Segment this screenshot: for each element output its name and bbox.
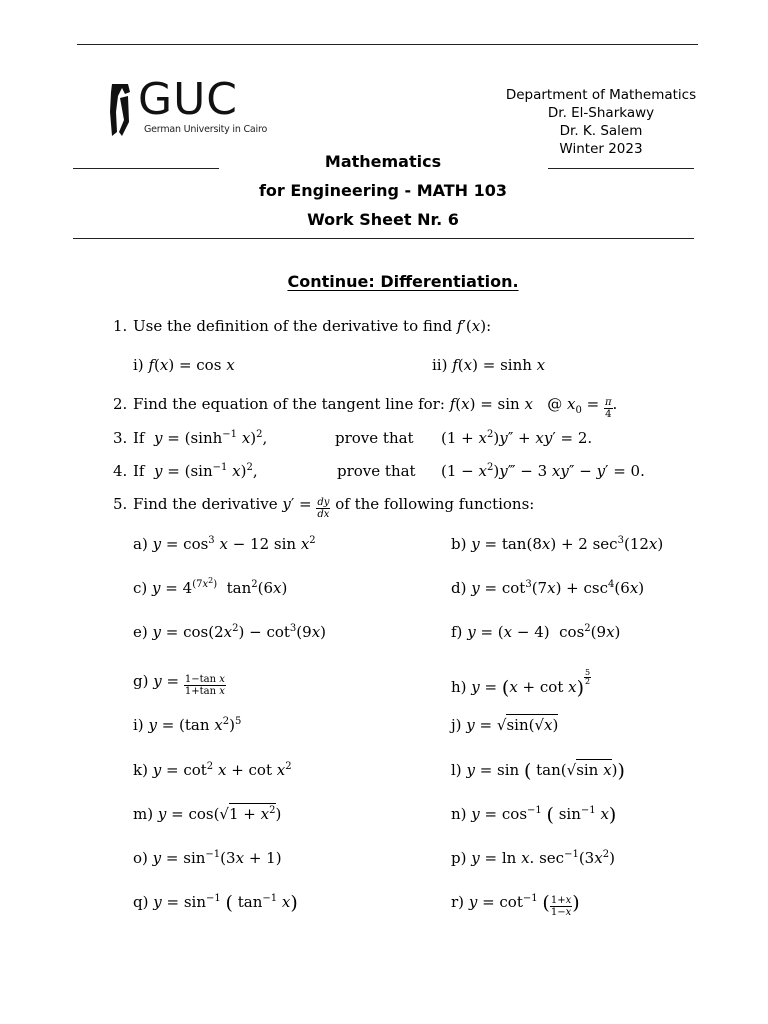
q5-part-m: m) $y = \cos(√1 + x^2)$ xyxy=(133,805,282,823)
q5-part-d: d) $y = \cot^3(7x) + \csc^4(6x)$ xyxy=(451,579,645,597)
logo-wordmark: GUC xyxy=(138,74,239,125)
q5-part-p: p) y = ln x. $\sec^{-1}(3x^2)$ xyxy=(451,849,615,867)
q5-text: Find the derivative y′ = $\frac{dy}{dx}$ of the following functions: xyxy=(133,495,535,520)
q3-condition: If $y = (\sinh^{-1}$ x)$^2$, xyxy=(133,429,268,447)
q4-equation: $(1 - x^2)y‴ - 3$ xy″ − y′ = 0. xyxy=(441,462,645,480)
guc-logo xyxy=(108,74,268,140)
q1-part-i: i) f(x) = cos x xyxy=(133,356,235,374)
q5-part-c: c) $y = 4^{(7x^2)}$ $\tan^2(6x)$ xyxy=(133,576,288,597)
q1-text: Use the definition of the derivative to find f′(x): xyxy=(133,317,492,335)
guc-emblem-icon xyxy=(108,82,132,138)
q5-part-b: b) y = tan(8x) + 2 $\sec^3(12x)$ xyxy=(451,535,664,553)
q5-part-a: a) $y = \cos^3 x - 12$ $\sin x^2$ xyxy=(133,535,316,553)
department-block xyxy=(500,86,702,158)
q5-part-j: j) y = √sin(√x) xyxy=(451,716,559,734)
title-line-1: Mathematics xyxy=(324,152,442,171)
q1-part-ii: ii) f(x) = sinh x xyxy=(432,356,546,374)
q5-part-f: f) y = (x − 4) $\cos^2(9x)$ xyxy=(451,623,621,641)
q1-number: 1. xyxy=(113,317,128,335)
q5-part-i: i) y = (tan $x^2)^5$ xyxy=(133,716,242,734)
q4-condition: If $y = (\sin^{-1}$ x)$^2$, xyxy=(133,462,258,480)
q3-number: 3. xyxy=(113,429,128,447)
q5-number: 5. xyxy=(113,495,128,513)
title-line-2: for Engineering - MATH 103 xyxy=(258,181,508,200)
q5-part-g: g) y = $\frac{\text{1−tan x}}{\text{1+tan x}}$ xyxy=(133,672,225,697)
logo-subtitle: German University in Cairo xyxy=(144,124,268,135)
semester: Winter 2023 xyxy=(559,141,643,157)
q5-part-n: n) $y = \cos^{-1}$ ( $\sin^{-1} x$) xyxy=(451,804,617,826)
title-line-3: Work Sheet Nr. 6 xyxy=(307,210,459,229)
instructor-1: Dr. El-Sharkawy xyxy=(547,105,655,121)
q2-number: 2. xyxy=(113,395,128,413)
q5-part-r: r) $y = \cot^{-1}$ ( $\frac{1+x}{1-x}$ ) xyxy=(451,892,580,918)
q4-prove-label: prove that xyxy=(337,462,416,480)
q5-part-k: k) $y = \cot^2 x + \cot x^2$ xyxy=(133,761,292,779)
q5-part-q: q) $y = \sin^{-1}$ ( $\tan^{-1} x$) xyxy=(133,892,298,914)
q3-equation: $(1 + x^2)y'' + xy' = 2$. xyxy=(441,429,593,447)
department-name: Department of Mathematics xyxy=(505,87,697,103)
top-rule xyxy=(77,44,698,45)
q4-number: 4. xyxy=(113,462,128,480)
q2-text: Find the equation of the tangent line for: f(x) = sin x @ $x_0$ = $\frac{\pi}{4}$ . xyxy=(133,395,618,420)
header-bottom-rule xyxy=(73,238,694,239)
section-heading: Continue: Differentiation. xyxy=(287,272,519,291)
q5-part-o: o) $y = \sin^{-1}(3x + 1)$ xyxy=(133,849,282,867)
q5-part-e: e) $y = \cos(2x^2) - \cot^3(9x)$ xyxy=(133,623,327,641)
instructor-2: Dr. K. Salem xyxy=(559,123,643,139)
q3-prove-label: prove that xyxy=(335,429,414,447)
q5-part-l: l) y = sin ( tan(√sin x)) xyxy=(451,760,625,782)
q5-part-h: h) y = (x + cot x) $^{\frac{5}{2}}$ xyxy=(451,668,591,699)
